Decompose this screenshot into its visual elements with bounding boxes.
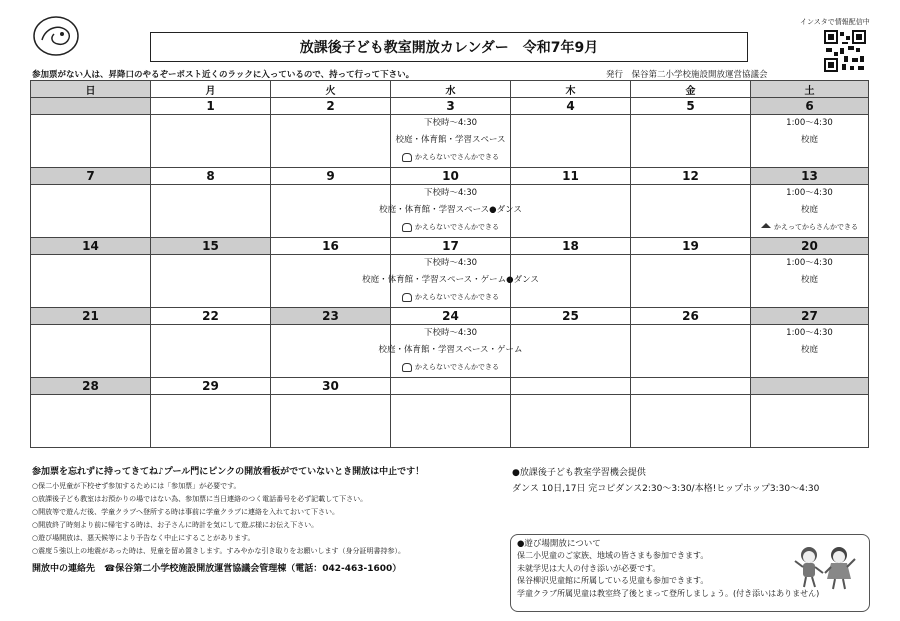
event-time: 1:00～4:30 [786,328,833,338]
date-cell: 11 [511,168,631,185]
date-cell: 10 [391,168,511,185]
weekday-header [31,81,869,98]
rules-section [32,464,492,574]
date-row [31,238,869,255]
date-cell: 20 [751,238,869,255]
date-cell: 12 [631,168,751,185]
date-cell [31,98,151,115]
instagram-label: インスタで情報配信中 [800,18,870,26]
weekday-wed: 水 [391,81,511,98]
bag-icon [402,293,412,302]
date-cell: 7 [31,168,151,185]
date-cell [631,378,751,395]
event-cell-empty [511,395,631,448]
event-cell-empty [271,395,391,448]
date-cell: 14 [31,238,151,255]
event-time: 1:00～4:30 [786,188,833,198]
event-place: 校庭 [800,205,818,215]
event-cell-empty [511,115,631,168]
event-row [31,395,869,448]
date-row [31,168,869,185]
event-cell-empty [31,255,151,308]
qr-code-icon[interactable] [824,30,866,72]
date-cell: 24 [391,308,511,325]
date-cell [751,378,869,395]
date-cell: 17 [391,238,511,255]
calendar-grid [30,80,869,448]
rule-item: ○開放等で遊んだ後、学童クラブへ登所する時は事前に学童クラブに連絡を入れておいて下さい。 [32,508,339,516]
bag-icon [402,153,412,162]
date-cell: 29 [151,378,271,395]
event-cell-wed [362,255,539,308]
date-cell: 30 [271,378,391,395]
event-place: 校庭 [800,275,818,285]
rule-item: ○震度５強以上の地震があった時は、児童を留め置きします。すみやかな引き取りをお願いします（身分証明書持参）。 [32,547,405,555]
weekday-tue: 火 [271,81,391,98]
event-place: 校庭・体育館・学習スペース・ゲーム [378,345,523,355]
event-cell-wed [379,185,522,238]
event-place: 校庭 [800,345,818,355]
date-cell: 2 [271,98,391,115]
date-cell: 27 [751,308,869,325]
event-place: 校庭・体育館・学習スペース●ダンス [379,205,522,215]
event-cell-empty [31,115,151,168]
bag-icon [402,223,412,232]
event-cell-empty [151,115,271,168]
date-cell: 28 [31,378,151,395]
rule-item: ○遊び場開放は、悪天候等により予告なく中止にすることがあります。 [32,534,255,542]
event-note-text: かえらないでさんかできる [415,293,499,301]
learning-heading: ●放課後子ども教室学習機会提供 [512,468,646,478]
play-line: 保谷柳沢児童館に所属している児童も参加できます。 [517,576,709,585]
event-cell-empty [511,325,631,378]
event-cell-empty [31,325,151,378]
event-cell-empty [511,185,631,238]
date-cell: 13 [751,168,869,185]
bag-icon [402,363,412,372]
event-time: 下校時～4:30 [423,328,478,338]
event-cell-empty [631,255,751,308]
event-cell-empty [631,185,751,238]
event-time: 1:00～4:30 [786,118,833,128]
date-cell: 26 [631,308,751,325]
event-place: 校庭・体育館・学習スペース・ゲーム●ダンス [362,275,539,285]
event-time: 下校時～4:30 [423,118,478,128]
weekday-sat: 土 [751,81,869,98]
event-row [31,255,869,308]
date-cell: 8 [151,168,271,185]
date-cell: 9 [271,168,391,185]
event-time: 1:00～4:30 [786,258,833,268]
date-cell: 25 [511,308,631,325]
event-time: 下校時～4:30 [423,188,478,198]
event-row [31,325,869,378]
publisher: 発行 保谷第二小学校施設開放運営協議会 [606,70,768,80]
rule-item: ○放課後子ども教室はお預かりの場ではない為、参加票に当日連絡のつく電話番号を必ず記載して下さい。 [32,495,368,503]
date-cell: 22 [151,308,271,325]
dance-schedule: ダンス 10日,17日 完コピダンス2:30～3:30/本格!ヒップホップ3:30～4:30 [512,484,820,494]
rule-item: ○保二小児童が下校せず参加するためには「参加票」が必要です。 [32,482,241,490]
play-line: 未就学児は大人の付き添いが必要です。 [517,563,661,573]
rule-item: ○開放終了時刻より前に帰宅する時は、お子さんに時計を気にして遊ぶ様にお伝え下さい。 [32,521,319,529]
event-cell-empty [631,325,751,378]
children-illustration-icon [789,543,861,593]
event-cell-empty [31,395,151,448]
participation-note: 参加票がない人は、昇降口のやるぞーポスト近くのラックに入っているので、持って行って下さい。 [32,70,415,80]
date-cell: 1 [151,98,271,115]
weekday-thu: 木 [511,81,631,98]
event-cell-sat [751,325,869,378]
event-cell-sat [751,115,869,168]
date-cell [391,378,511,395]
event-row [31,185,869,238]
date-row [31,308,869,325]
event-note-text: かえらないでさんかできる [415,363,499,371]
event-cell-empty [511,255,631,308]
calendar-title: 放課後子ども教室開放カレンダー 令和7年9月 [150,32,748,62]
event-note [751,219,868,236]
date-cell: 18 [511,238,631,255]
event-row [31,115,869,168]
weekday-fri: 金 [631,81,751,98]
event-cell-empty [391,395,511,448]
date-cell: 6 [751,98,869,115]
event-cell-empty [151,325,271,378]
event-cell-empty [151,395,271,448]
event-cell-empty [751,395,869,448]
event-cell-empty [631,395,751,448]
event-place: 校庭・体育館・学習スペース [395,135,506,145]
event-cell-empty [151,185,271,238]
event-cell-empty [151,255,271,308]
event-note-text: かえらないでさんかできる [415,153,499,161]
house-icon [761,223,771,228]
date-cell: 4 [511,98,631,115]
event-cell-sat [751,255,869,308]
date-cell [511,378,631,395]
contact-info: 開放中の連絡先 ☎保谷第二小学校施設開放運営協議会管理棟（電話：042-463-1600） [32,564,402,574]
play-line: 学童クラブ所属児童は教室終了後とまって登所しましょう。(付き添いはありません) [517,588,820,598]
rules-heading: 参加票を忘れずに持ってきてね♪プール門にピンクの開放看板がでていないとき開放は中止です！ [32,467,425,477]
weekday-mon: 月 [151,81,271,98]
event-note-text: かえってからさんかできる [774,223,858,231]
weekday-sun: 日 [31,81,151,98]
event-cell-wed [391,115,511,168]
date-cell: 3 [391,98,511,115]
play-heading: ●遊び場開放について [517,539,601,549]
event-cell-empty [31,185,151,238]
date-cell: 21 [31,308,151,325]
date-cell: 16 [271,238,391,255]
event-cell-sat [751,185,869,238]
event-cell-empty [631,115,751,168]
event-time: 下校時～4:30 [423,258,478,268]
play-area-box [510,534,870,612]
date-row [31,98,869,115]
date-cell: 5 [631,98,751,115]
play-line: 保二小児童のご家族、地域の皆さまも参加できます。 [517,551,709,560]
date-cell: 15 [151,238,271,255]
event-cell-wed [378,325,523,378]
event-note-text: かえらないでさんかできる [415,223,499,231]
date-cell: 23 [271,308,391,325]
date-cell: 19 [631,238,751,255]
event-place: 校庭 [800,135,818,145]
council-logo [32,14,80,58]
date-row [31,378,869,395]
